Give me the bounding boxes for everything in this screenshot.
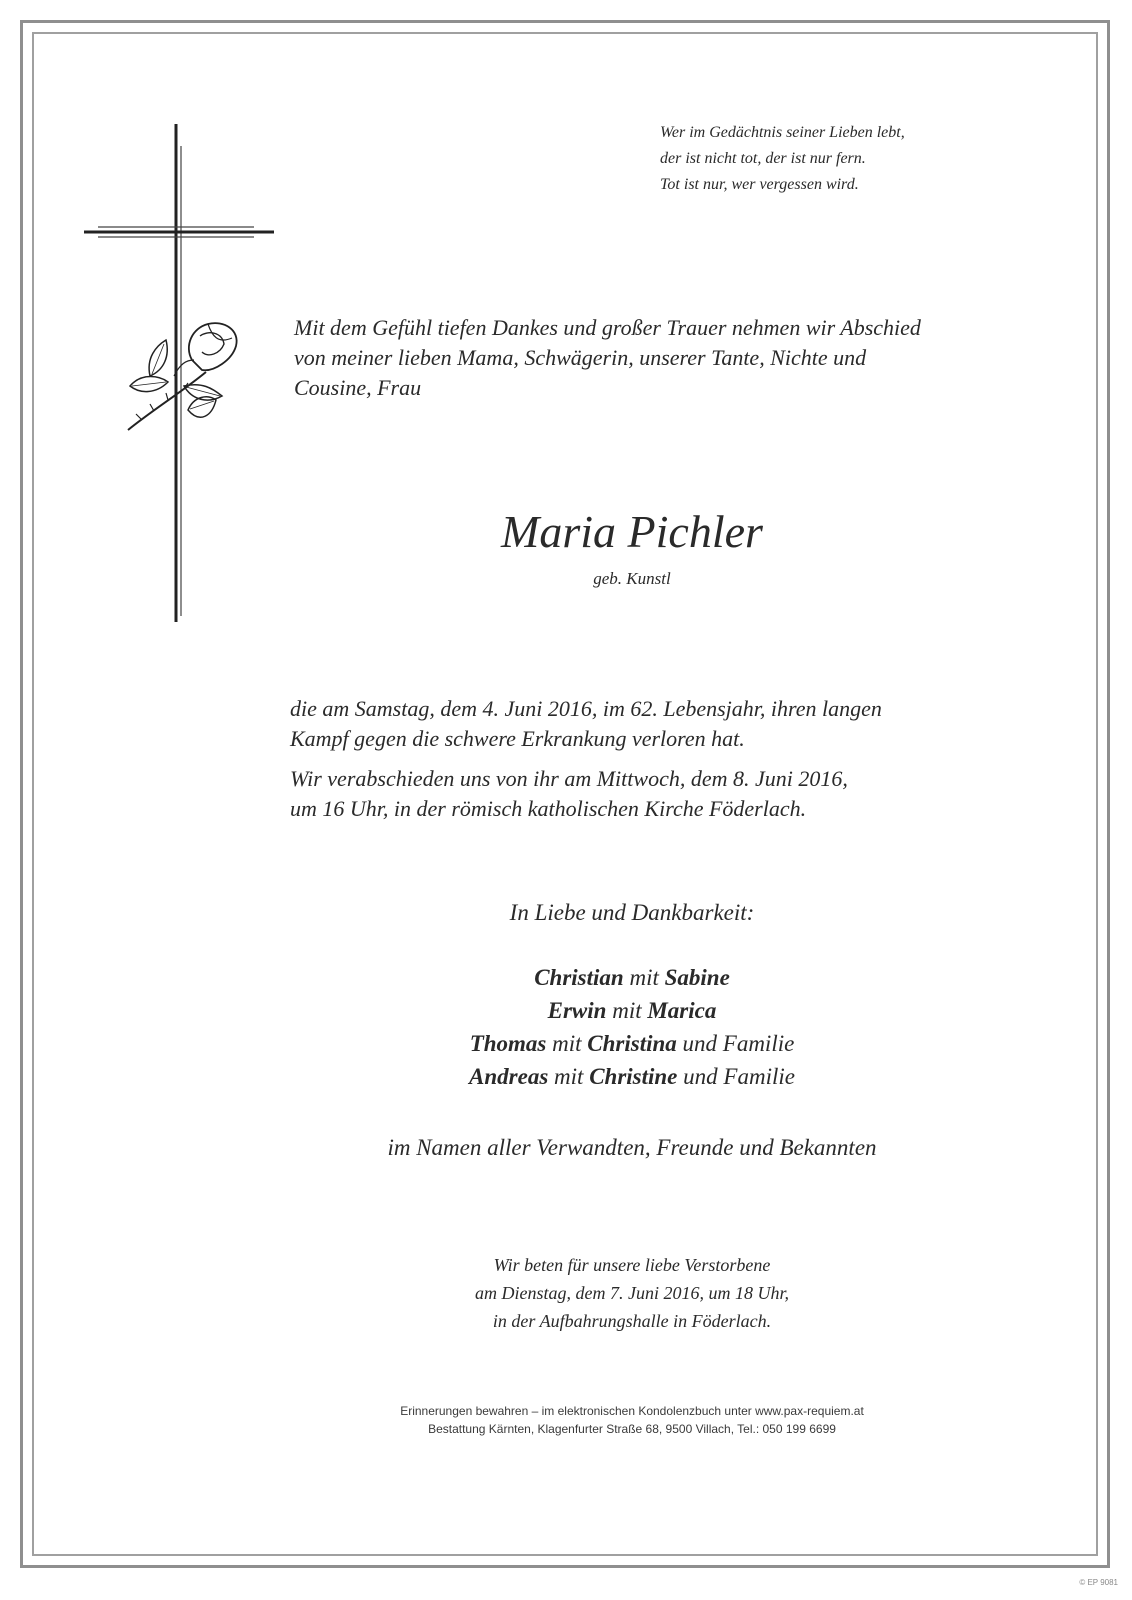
mourner-partner: Sabine: [664, 965, 730, 990]
quote-line: der ist nicht tot, der ist nur fern.: [660, 150, 866, 167]
mourner-line: [332, 1027, 932, 1060]
mourners-list: [332, 961, 932, 1093]
quote-line: Tot ist nur, wer vergessen wird.: [660, 176, 859, 193]
footer-address-line: Bestattung Kärnten, Klagenfurter Straße 68, 9500 Villach, Tel.: 050 199 6699: [428, 1422, 836, 1436]
death-notice: [290, 694, 882, 754]
relatives-line: im Namen aller Verwandten, Freunde und Bekannten: [387, 1135, 877, 1160]
mourner-connector: mit: [629, 965, 659, 990]
mourner-connector: mit: [552, 1031, 582, 1056]
mourner-name: Thomas: [469, 1031, 547, 1056]
intro-line: von meiner lieben Mama, Schwägerin, unserer Tante, Nichte und: [294, 345, 867, 370]
mourner-line: [332, 994, 932, 1027]
mourner-name: Christian: [534, 965, 624, 990]
mourner-name: Erwin: [547, 998, 607, 1023]
mourner-suffix: und Familie: [683, 1064, 795, 1089]
mourner-connector: mit: [554, 1064, 584, 1089]
death-line: Kampf gegen die schwere Erkrankung verloren hat.: [290, 726, 745, 751]
mourner-partner: Marica: [647, 998, 717, 1023]
mourner-suffix: und Familie: [682, 1031, 795, 1056]
mourner-connector: mit: [612, 998, 642, 1023]
footer: [332, 1402, 932, 1438]
farewell-notice: [290, 764, 848, 824]
farewell-line: um 16 Uhr, in der römisch katholischen Kirche Föderlach.: [290, 796, 807, 821]
mourner-line: [332, 961, 932, 994]
print-code: © EP 9081: [1079, 1578, 1118, 1587]
footer-condolence-line: Erinnerungen bewahren – im elektronischen Kondolenzbuch unter www.pax-requiem.at: [400, 1404, 864, 1418]
intro-line: Cousine, Frau: [294, 375, 422, 400]
mourner-line: [332, 1060, 932, 1093]
quote-line: Wer im Gedächtnis seiner Lieben lebt,: [660, 124, 905, 141]
intro-paragraph: [294, 313, 921, 403]
death-line: die am Samstag, dem 4. Juni 2016, im 62. Lebensjahr, ihren langen: [290, 696, 882, 721]
deceased-name: Maria Pichler: [501, 506, 763, 557]
birth-name: geb. Kunstl: [593, 569, 671, 588]
cross-with-rose-icon: [84, 124, 274, 634]
intro-line: Mit dem Gefühl tiefen Dankes und großer Trauer nehmen wir Abschied: [294, 315, 921, 340]
prayer-notice: [332, 1251, 932, 1335]
memorial-quote: [660, 120, 905, 198]
prayer-line: Wir beten für unsere liebe Verstorbene: [493, 1255, 771, 1275]
prayer-line: in der Aufbahrungshalle in Föderlach.: [492, 1311, 772, 1331]
prayer-line: am Dienstag, dem 7. Juni 2016, um 18 Uhr,: [475, 1283, 789, 1303]
mourner-partner: Christina: [587, 1031, 677, 1056]
farewell-line: Wir verabschieden uns von ihr am Mittwoch, dem 8. Juni 2016,: [290, 766, 848, 791]
mourner-partner: Christine: [589, 1064, 678, 1089]
mourner-name: Andreas: [469, 1064, 549, 1089]
gratitude-heading: In Liebe und Dankbarkeit:: [509, 900, 755, 925]
